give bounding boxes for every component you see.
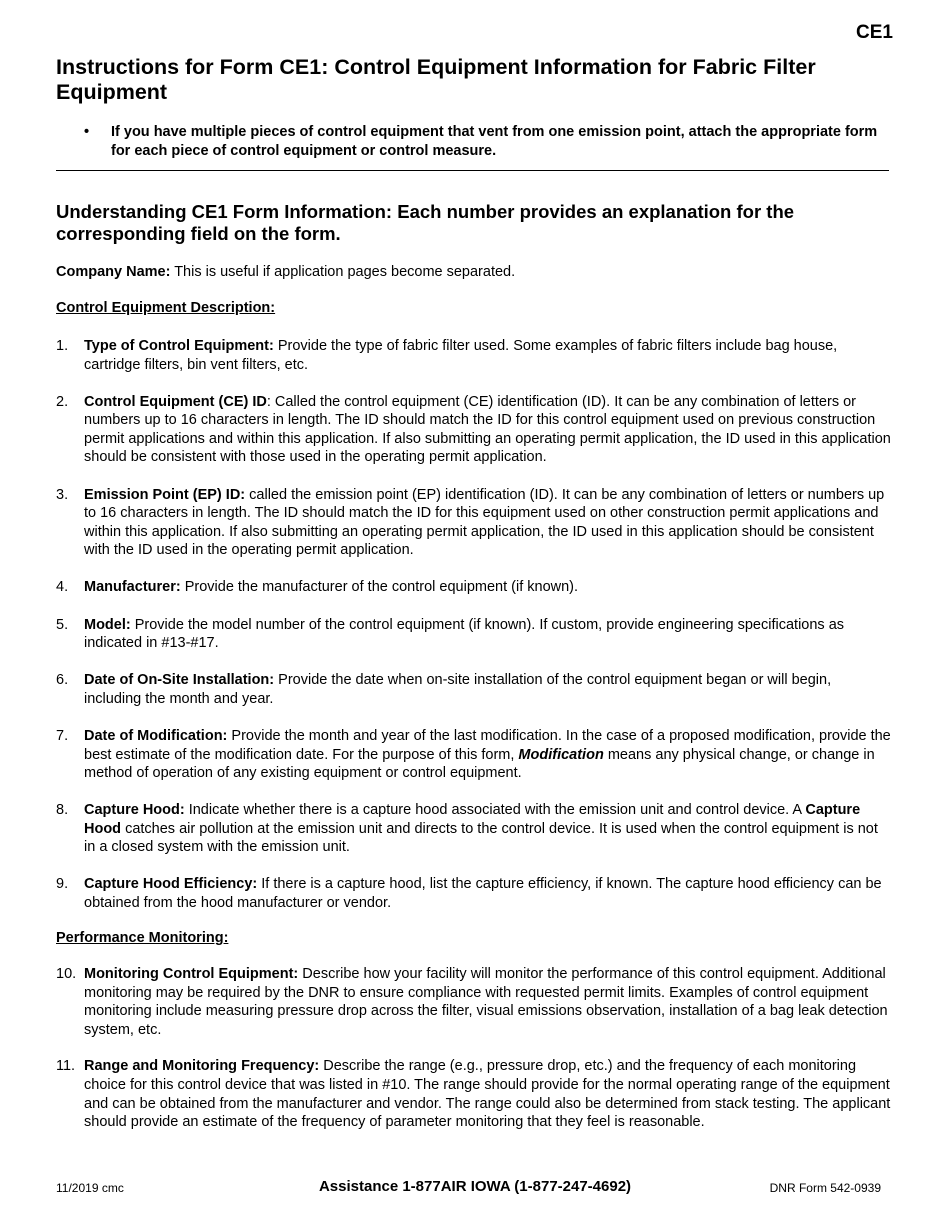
bullet-text: If you have multiple pieces of control equipment that vent from one emission point, attach the appropriate form for each piece of control equipment or control measure.	[111, 124, 878, 159]
item-number: 1.	[56, 338, 69, 354]
item-text: Provide the date when on-site installation of the control equipment began or will begin, including the month and year.	[84, 672, 832, 707]
item-label: Date of On-Site Installation:	[84, 672, 275, 689]
item-label: Range and Monitoring Frequency:	[84, 1058, 320, 1075]
item-label: Model:	[84, 616, 131, 633]
company-text: This is useful if application pages become separated.	[170, 264, 516, 280]
list-item	[56, 337, 892, 374]
item-text: catches air pollution at the emission unit and directs to the control device. It is used when the control equipment is not in a closed system with the emission unit.	[84, 820, 878, 856]
item-number: 8.	[56, 802, 69, 819]
item-text: Provide the manufacturer of the control equipment (if known).	[180, 579, 579, 596]
item-text: Indicate whether there is a capture hood associated with the emission unit and control device. A	[184, 802, 806, 819]
list-item	[56, 965, 892, 1039]
item-label: Control Equipment (CE) ID	[84, 393, 267, 410]
item-label: Emission Point (EP) ID:	[84, 486, 246, 503]
list-item	[56, 486, 892, 560]
item-label: Capture Hood:	[84, 802, 185, 819]
item-text: Describe the range (e.g., pressure drop, etc.) and the frequency of each monitoring choice for this control device that was listed in #10. The range should provide for the normal operating range of the equipment and can be obtained from the manufacturer and vendor. The range could also be determined from stack testing. The applicant should provide an estimate of the frequency of parameter monitoring that they feel is reasonable.	[84, 1058, 891, 1131]
item-text: called the emission point (EP) identification (ID). It can be any combination of letters or numbers up to 16 characters in length. The ID should match the ID for this equipment used on other construction permit applications and within this application. If also submitting an operating permit application, the ID used in this application should be consistent with the ID used in the operating permit application.	[84, 486, 885, 559]
item-number: 9.	[56, 876, 69, 893]
divider	[56, 170, 889, 171]
item-number: 3.	[56, 486, 69, 503]
item-number: 11.	[56, 1058, 76, 1075]
company-name-note	[56, 263, 515, 281]
item-number: 5.	[56, 616, 69, 633]
item-label: Monitoring Control Equipment:	[84, 966, 299, 982]
item-label: Capture Hood Efficiency:	[84, 876, 258, 893]
item-label: Type of Control Equipment:	[84, 338, 274, 354]
footer-date: 11/2019 cmc	[56, 1181, 124, 1195]
item-text: Provide the month and year of the last modification. In the case of a proposed modification, provide the best estimate of the modification date. For the purpose of this form,	[84, 727, 891, 763]
bullet-note	[84, 123, 894, 161]
performance-monitoring-list	[56, 965, 892, 1150]
list-item	[56, 578, 892, 597]
list-item	[56, 875, 892, 912]
item-number: 2.	[56, 393, 69, 410]
bullet-icon: •	[84, 124, 90, 140]
item-number: 7.	[56, 727, 69, 744]
list-item	[56, 801, 892, 857]
item-text: Provide the type of fabric filter used. Some examples of fabric filters include bag house, cartridge filters, bin vent filters, etc.	[84, 338, 838, 373]
item-emphasis: Modification	[518, 746, 604, 763]
list-item	[56, 727, 892, 783]
item-number: 4.	[56, 579, 69, 596]
performance-monitoring-heading: Performance Monitoring:	[56, 930, 229, 946]
list-item	[56, 393, 892, 467]
control-equipment-heading: Control Equipment Description:	[56, 300, 276, 316]
section-heading: Understanding CE1 Form Information: Each number provides an explanation for the corresponding field on the form.	[56, 201, 795, 244]
item-text: Provide the model number of the control equipment (if known). If custom, provide engineering specifications as indicated in #13-#17.	[84, 616, 845, 652]
item-number: 6.	[56, 672, 69, 689]
company-label: Company Name:	[56, 264, 171, 280]
form-code: CE1	[856, 22, 893, 43]
item-bold-term: Capture Hood	[84, 802, 861, 837]
item-text: means any physical change, or change in method of operation of any existing equipment or control equipment.	[84, 746, 875, 782]
list-item	[56, 1057, 892, 1131]
item-text: : Called the control equipment (CE) identification (ID). It can be any combination of letters or numbers up to 16 characters in length. The ID should match the ID for this control equipment used on previous construction permit applications and within this application. If also submitting an operating permit application, the ID used in this application should be consistent with those used in the operating permit application.	[84, 393, 891, 466]
item-text: If there is a capture hood, list the capture efficiency, if known. The capture hood efficiency can be obtained from the hood manufacturer or vendor.	[84, 876, 882, 912]
footer-assistance: Assistance 1-877AIR IOWA (1-877-247-4692)	[318, 1178, 632, 1195]
list-item	[56, 671, 892, 708]
item-label: Date of Modification:	[84, 727, 228, 744]
page-title: Instructions for Form CE1: Control Equipment Information for Fabric Filter Equipment	[56, 55, 816, 104]
list-item	[56, 616, 892, 653]
control-equipment-list	[56, 337, 892, 931]
footer-form-number: DNR Form 542-0939	[769, 1181, 881, 1195]
item-text: Describe how your facility will monitor the performance of this control equipment. Additional monitoring may be required by the DNR to ensure compliance with requested permit limits. Examples of control equipment monitoring include measuring pressure drop across the filter, visual emissions observation, installation of a bag leak detection system, etc.	[84, 966, 888, 1038]
item-label: Manufacturer:	[84, 579, 181, 596]
item-number: 10.	[56, 966, 77, 982]
